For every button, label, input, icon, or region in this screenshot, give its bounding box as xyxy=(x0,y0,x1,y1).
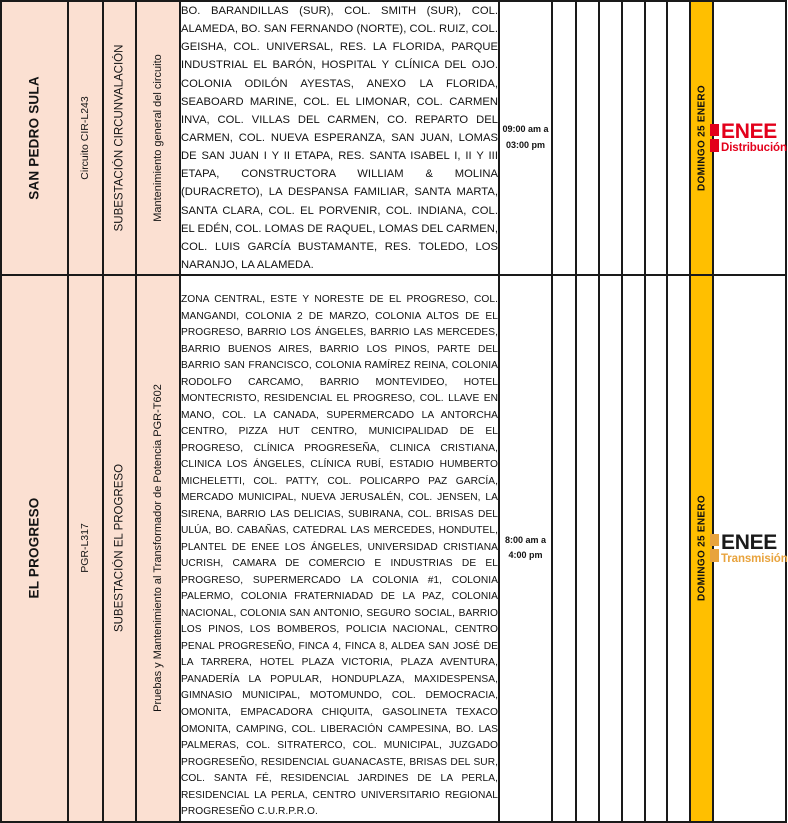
logo-text xyxy=(721,121,787,155)
cell-time xyxy=(499,275,552,822)
enee-transmision-logo xyxy=(710,530,788,566)
enee-mark-icon xyxy=(710,534,719,562)
circuit-label: Circuito CIR-L243 xyxy=(78,96,91,180)
cell-substation xyxy=(103,1,136,275)
cell-circuit xyxy=(68,1,103,275)
cell-blank-4 xyxy=(622,275,645,822)
cell-blank-1 xyxy=(552,275,576,822)
date-label: DOMINGO 25 ENERO xyxy=(696,495,707,602)
enee-distribucion-logo xyxy=(710,121,785,155)
work-label: Pruebas y Mantenimiento al Transformador de Potencia PGR-T602 xyxy=(151,384,164,713)
cell-blank-6 xyxy=(667,275,690,822)
cell-blank-3 xyxy=(599,275,622,822)
cell-description: BO. BARANDILLAS (SUR), COL. SMITH (SUR), COL. ALAMEDA, BO. SAN FERNANDO (NORTE), COL. RUIZ, COL. GEISHA, COL. UNIVERSAL, RES. LA FLORIDA, PARQUE INDUSTRIAL EL BARÓN, HOSPITAL Y CLÍNICA DEL OJO. COLONIA ODILÓN AYESTAS, ANEXO LA FLORIDA, SEABOARD MARINE, COL. EL LIMONAR, COL. CARMEN INVA, COL. VILLAS DEL CARMEN, CO. REPARTO DEL CARMEN, COL. NUEVA ESPERANZA, SAN JUAN, LOMAS DE SAN JUAN I Y II ETAPA, RES. SANTA ISABEL I, II Y III ETAPA, CONSTRUCTORA WILLIAM & MOLINA (DURACRETO), LA DESPANSA FAMILIAR, SANTA MARTA, SANTA CLARA, COL. EL PORVENIR, COL. INDIANA, COL. EL EDÉN, COL. LOMAS DE RAQUEL, LOMAS DEL CARMEN, COL. LUIS GARCÍA BUSTAMANTE, RES. TOLEDO, LOS NARANJO, LA ALAMEDA. xyxy=(180,1,499,275)
table-row xyxy=(1,275,786,822)
time-end: 4:00 pm xyxy=(508,550,543,561)
cell-work xyxy=(136,1,180,275)
region-label: EL PROGRESO xyxy=(26,497,42,599)
cell-circuit xyxy=(68,275,103,822)
cell-blank-5 xyxy=(645,275,667,822)
cell-blank-1 xyxy=(552,1,576,275)
logo-text xyxy=(721,532,788,566)
circuit-label: PGR-L317 xyxy=(78,523,91,574)
cell-time xyxy=(499,1,552,275)
work-label: Mantenimiento general del circuito xyxy=(151,54,164,222)
cell-logo xyxy=(713,1,786,275)
logo-name: ENEE xyxy=(721,120,777,144)
enee-mark-icon xyxy=(710,124,719,152)
logo-subtitle: Transmisión xyxy=(721,552,788,565)
time-end: 03:00 pm xyxy=(505,140,546,151)
cell-region xyxy=(1,275,68,822)
substation-label: SUBESTACIÓN EL PROGRESO xyxy=(113,464,126,633)
cell-blank-5 xyxy=(645,1,667,275)
cell-region xyxy=(1,1,68,275)
cell-blank-3 xyxy=(599,1,622,275)
cell-work xyxy=(136,275,180,822)
time-start: 8:00 am a xyxy=(504,534,547,545)
cell-blank-2 xyxy=(576,1,599,275)
logo-name: ENEE xyxy=(721,530,777,554)
substation-label: SUBESTACIÓN CIRCUNVALACIÓN xyxy=(113,44,126,232)
time-start: 09:00 am a xyxy=(502,124,549,135)
cell-blank-4 xyxy=(622,1,645,275)
table-row xyxy=(1,1,786,275)
cell-blank-6 xyxy=(667,1,690,275)
region-label: SAN PEDRO SULA xyxy=(26,76,42,200)
cell-substation xyxy=(103,275,136,822)
cell-description: ZONA CENTRAL, ESTE Y NORESTE DE EL PROGRESO, COL. MANGANDI, COLONIA 2 DE MARZO, COLONIA ALTOS DE EL PROGRESO, BARRIO LOS ÁNGELES, BARRIO LAS MERCEDES, BARRIO BUENOS AIRES, BARRIO LOS PINOS, PARTE DEL BARRIO SAN FRANCISCO, COLONIA RAMÍREZ REINA, COLONIA RODOLFO CARCAMO, BARRIO MONTEVIDEO, HOTEL MONTECRISTO, RESIDENCIAL EL PROGRESO, COL. LLAVE EN MANO, COL. LA CANADA, SUPERMERCADO LA ANTORCHA CENTRO, PIZZA HUT CENTRO, MUNICIPALIDAD DE EL PROGRESO, CLÍNICA PROGRESEÑA, CLINICA CRISTIANA, CLINICA LOS ÁNGELES, CLÍNICA RUBÍ, ESTADIO HUMBERTO MICHELETTI, COL. PATTY, COL. POLICARPO PAZ GARCÍA, MERCADO MUNICIPAL, NUEVA JERUSALÉN, COL. JENSEN, LA SIRENA, BARRIO LAS DELICIAS, SUBIRANA, COL. BRISAS DEL ULÚA, BO. CABAÑAS, CATEDRAL LAS MERCEDES, HONDUTEL, PLANTEL DE ENEE LOS ÁNGELES, UNIVERSIDAD CRISTIANA UCRISH, CAMARA DE COMERCIO E INDUSTRIAS DE EL PROGRESO, SUPERMERCADO LA COLONIA #1, COLONIA PALERMO, COLONIA FRATERNIADAD DE LA PAZ, COLONIA NACIONAL, COLONIA SAN ANTONIO, SEGURO SOCIAL, BARRIO LOS PINOS, LOS BOMBEROS, POLICIA NACIONAL, CENTRO PENAL PROGRESEÑO, FINCA 4, FINCA 8, ALDEA SAN JOSÉ DE LA TARRERA, HOTEL PLAZA VICTORIA, PLAZA AVENTURA, PANADERÍA LA POPULAR, HONDUPLAZA, MAXIDESPENSA, GIMNASIO MUNICIPAL, MOTOMUNDO, COL. DEMOCRACIA, OMONITA, EMPACADORA CHIQUITA, GASOLINETA TEXACO OMONITA, CAMPING, COL. LIBERACIÓN CAMPESINA, BO. LAS PALMERAS, COL. SITRATERCO, COL. MUNICIPAL, JUZGADO PROGRESEÑO, RESIDENCIAL GUANACASTE, BRISAS DEL SUR, COL. SANTA FÉ, RESIDENCIAL JARDINES DE LA PERLA, RESIDENCIAL LA PERLA, CENTRO UNIVERSITARIO REGIONAL PROGRESEÑO C.U.R.P.R.O. xyxy=(180,275,499,822)
logo-subtitle: Distribución xyxy=(721,142,787,155)
cell-logo xyxy=(713,275,786,822)
date-label: DOMINGO 25 ENERO xyxy=(696,85,707,192)
cell-blank-2 xyxy=(576,275,599,822)
